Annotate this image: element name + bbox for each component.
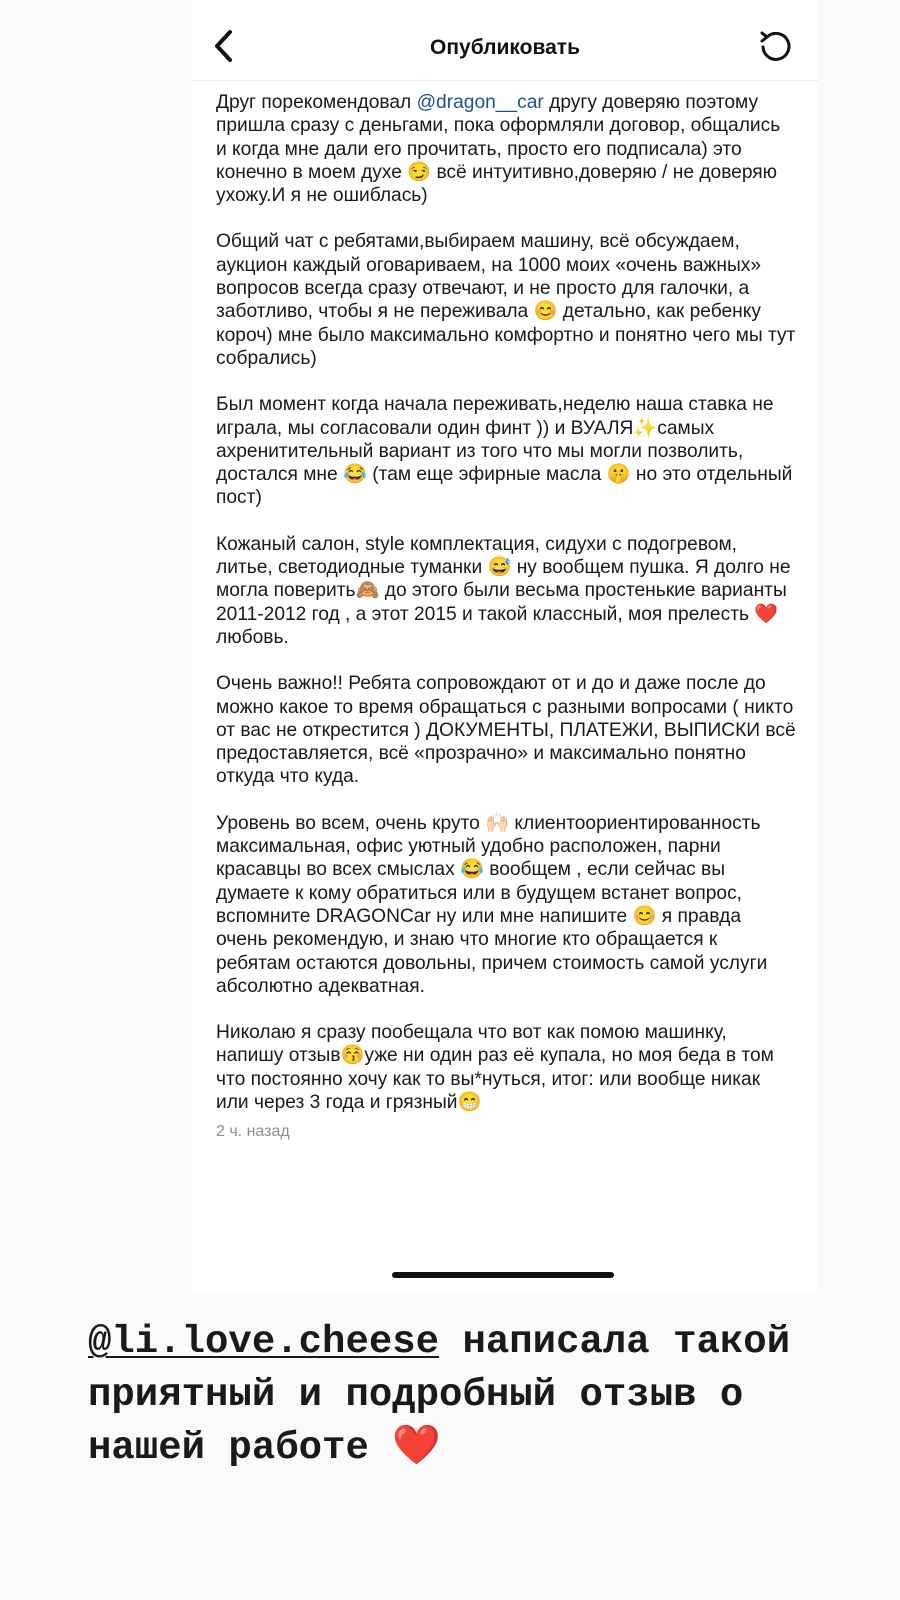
user-handle-link[interactable]: @li.love.cheese bbox=[88, 1320, 440, 1364]
review-paragraph-1 bbox=[216, 91, 796, 207]
post-timestamp: 2 ч. назад bbox=[216, 1123, 290, 1141]
review-card bbox=[192, 0, 818, 1292]
paragraph-text: другу доверяю поэтому пришла сразу с деньгами, пока оформляли договор, общались и когда мне дали его прочитать, просто его подписала) это конечно в моем духе 😏 всё интуитивно,доверяю / не доверяю ухожу.И я не ошиблась) bbox=[216, 92, 781, 207]
paragraph-text: Друг порекомендовал bbox=[216, 92, 417, 113]
review-paragraph-5: Очень важно!! Ребята сопровождают от и до и даже после до можно какое то время обращаться с разными вопросами ( никто от вас не открестится ) ДОКУМЕНТЫ, ПЛАТЕЖИ, ВЫПИСКИ всё предоставляется, всё «прозрачно» и максимально понятно откуда что куда. bbox=[216, 673, 796, 788]
home-indicator bbox=[392, 1272, 614, 1278]
caption-text: написала такой приятный и подробный отзыв о нашей работе ❤️ bbox=[88, 1320, 791, 1470]
mention-link[interactable]: @dragon__car bbox=[416, 92, 544, 113]
review-paragraph-4: Кожаный салон, style комплектация, сидухи с подогревом, литье, светодиодные туманки 😅 ну вообщем пушка. Я долго не могла поверить🙈 до этого были весьма простенькие варианты 2011-2012 год , а этот 2015 и такой классный, моя прелесть ❤️ любовь. bbox=[216, 533, 791, 648]
review-paragraph-2: Общий чат с ребятами,выбираем машину, всё обсуждаем, аукцион каждый оговариваем, на 1000 моих «очень важных» вопросов всегда сразу отвечают, и не просто для галочки, а заботливо, чтобы я не переживала 😊 детально, как ребенку короч) мне было максимально комфортно и понятно чего мы тут собрались) bbox=[216, 231, 796, 369]
story-caption bbox=[88, 1316, 878, 1475]
review-paragraph-7: Николаю я сразу пообещала что вот как помою машинку, напишу отзыв😚уже ни один раз её купала, но моя беда в том что постоянно хочу как то вы*нуться, итог: или вообще никак или через 3 года и грязный😁 bbox=[216, 1022, 774, 1113]
review-body bbox=[192, 81, 818, 1141]
review-paragraph-6: Уровень во всем, очень круто 🙌🏻 клиентоориентированность максимальная, офис уютный удобно расположен, парни красавцы во всех смыслах 😂 вообщем , если сейчас вы думаете к кому обратиться или в будущем встанет вопрос, вспомните DRAGONCar ну или мне напишите 😊 я правда очень рекомендую, и знаю что многие кто обращается к ребятам остаются довольны, причем стоимость самой услуги абсолютно адекватная. bbox=[216, 812, 768, 997]
refresh-icon bbox=[758, 28, 794, 64]
refresh-button[interactable] bbox=[756, 26, 796, 66]
top-bar bbox=[192, 0, 818, 81]
page-title: Опубликовать bbox=[430, 36, 580, 59]
review-paragraph-3: Был момент когда начала переживать,неделю наша ставка не играла, мы согласовали один финт )) и ВУАЛЯ✨самых ахренитительный вариант из того что мы могли позволить, достался мне 😂 (там еще эфирные масла 🤫 но это отдельный пост) bbox=[216, 394, 793, 509]
